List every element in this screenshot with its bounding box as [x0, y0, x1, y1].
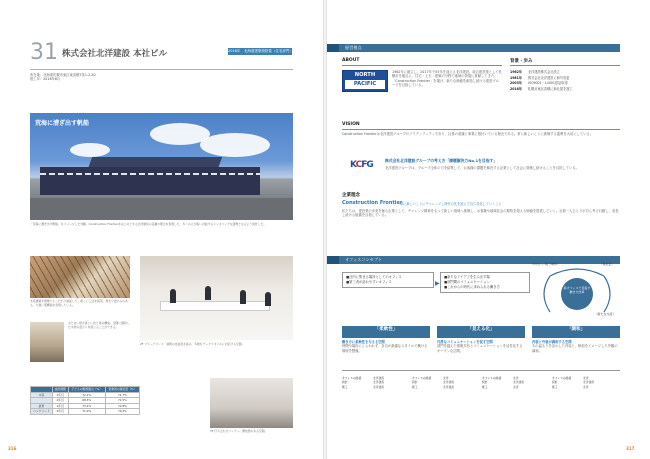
- office-note: 2F フリーアドレス・執務の自由度を高め、多様なワークスタイルに対応する空間。: [140, 342, 245, 346]
- logo-text-top: NORTH: [354, 72, 376, 78]
- meta-address: 所在地：北海道札幌市東区東苗穂7条1-2-20: [30, 73, 96, 77]
- list-item: ■第三者が訪れやすいオフィス: [346, 280, 392, 284]
- meta-completion: 竣工年：2016年6月: [30, 77, 61, 82]
- arrow-right-icon: ▶: [435, 280, 440, 287]
- history-heading: 背景・歩み: [510, 59, 533, 64]
- survey-table: [30, 386, 140, 415]
- concept-diagram: [530, 262, 625, 320]
- vision-heading: VISION: [342, 122, 360, 127]
- concept-circle: [561, 278, 593, 310]
- table-cell: 2年目: [52, 409, 68, 415]
- timber-frame-photo: [30, 256, 130, 298]
- list-item: 1981年 株式会社北洋建設に商号変更: [510, 75, 570, 80]
- table-cell: 2年目: [52, 398, 68, 404]
- credit-column: [552, 376, 620, 389]
- table-cell: 72.8%: [105, 403, 139, 409]
- meeting-note: 3F 打ち合わせコーナー。開放感のある空間。: [210, 429, 268, 433]
- table-cell: 72.1%: [68, 392, 105, 398]
- table-cell: 68.3%: [68, 398, 105, 404]
- philosophy-text: 私たちは、建設業の未来を創る企業として、チャレンジ精神をもって新しい領域へ挑戦し、お客様や地域社会の期待を超える価値を提供していく。社員一人ひとりが自ら考え行動し、成長し続ける組織を目指している。: [342, 209, 619, 218]
- vision-subheading: 株式会社北洋建設グループの考え方「課題解決力No.1を目指す」: [385, 158, 498, 163]
- keyword-flexibility-text: 働き方に柔軟性を与える空間 時間や場所にとらわれず、各自が最適なスタイルで働ける環境を整備。: [342, 340, 428, 353]
- office-photo: [140, 256, 293, 340]
- arc-arrow-icon: [550, 269, 604, 276]
- award-badge: 2016年 北海道建築奨励賞（住宅部門）: [228, 49, 293, 53]
- table-cell: 71.5%: [105, 398, 139, 404]
- table-cell: 木造: [31, 392, 53, 398]
- meeting-photo: [210, 378, 293, 428]
- table-header: 子どもの相談割合（%）: [68, 387, 105, 393]
- concept-box-left: [342, 272, 434, 288]
- circle-center-label: 新オフィスで目指す働き方改革: [563, 286, 591, 294]
- philosophy-heading: 企業理念: [342, 193, 360, 198]
- page-title: 株式会社北洋建設 本社ビル: [62, 49, 167, 59]
- list-item: 施工 北洋建設: [412, 384, 455, 389]
- vision-subtext: 北洋建設グループは、グループ全体の力を結集して、お客様の課題を解決する企業として社会に貢献し続けることを目指している。: [385, 166, 579, 170]
- circle-label: 〈かわいい集う場所〉: [530, 262, 561, 266]
- credit-column: [412, 376, 480, 389]
- list-item: ■社内に集まる場所としてのオフィス: [346, 275, 402, 279]
- table-header: 成約期間: [52, 387, 68, 393]
- circle-label: 〈新たな交流〉: [594, 312, 616, 316]
- list-item: ■これからの時代に求められる働き方: [444, 285, 500, 289]
- logo-text-bottom: PACIFIC: [345, 80, 385, 89]
- list-item: オフィスの総括 北洋建設: [342, 376, 385, 380]
- concept-box-middle: [440, 272, 530, 293]
- circle-label: 〈集社会〉: [599, 262, 615, 266]
- philosophy-title: Construction Frontier: [342, 200, 403, 206]
- vision-rule: [342, 129, 620, 130]
- history-list: [510, 70, 620, 92]
- list-item: 設計 北洋建設: [552, 380, 595, 385]
- section-bar-office-concept: オフィスコンセプト: [327, 256, 620, 264]
- table-cell: 73.2%: [68, 403, 105, 409]
- page-number-left: 316: [8, 446, 17, 451]
- about-text: 1962年に創立し、2017年で55年を迎える北洋建設。総合建設業として札幌市を拠点に、住宅・土木・建築の分野で地域の発展に貢献してきた。「Construction Frontier」を掲げ、新たな価値を創造し続ける建設グループを目指している。: [392, 70, 502, 87]
- vision-text: Construction Frontierは北洋建設グループのアイデンティティであり、社員の意識と事業に根付いている理念である。常に新しいことに挑戦する姿勢を大切にしている。: [342, 132, 594, 136]
- hero-note: 「荒海に漕ぎ出す帆船」をイメージした外観。Construction Frontierをはじめとする北洋建設の意識や理念を表現した、多くの人が集い対話するシンボリックな建物となるよう設計した。: [30, 222, 267, 226]
- kcfg-logo: KCFG: [350, 160, 373, 170]
- keyword-visibility-text: 円滑なコミュニケーションを促す空間 部門を越えた情報共有とコミュニケーションを活性化するオープンな空間。: [437, 340, 523, 353]
- list-item: 設計 北洋建設: [412, 380, 455, 385]
- list-item: 2003年 ISO9001・14001認証取得: [510, 81, 568, 85]
- table-cell: 71.7%: [105, 392, 139, 398]
- column-note: 木と白い壁が美しい柱と梁の構成。空間に調和した木材の温もりを感じることができる。: [68, 321, 130, 329]
- table-header: 従業員の満足度（%）: [105, 387, 139, 393]
- list-item: 2016年 札幌市東区苗穂に新社屋を竣工: [510, 86, 573, 91]
- list-item: 設計 北洋建設: [482, 380, 525, 385]
- column-photo: [30, 322, 64, 362]
- history-rule: [510, 65, 620, 66]
- table-cell: 1年目: [52, 392, 68, 398]
- section-bar-management: 経営視点: [327, 44, 620, 52]
- page-gutter: [323, 0, 327, 459]
- table-row: [31, 409, 140, 415]
- list-item: ■部門間のコミュニケーション: [444, 280, 490, 284]
- list-item: 施工 北洋: [552, 384, 589, 389]
- building-meta: [30, 73, 190, 82]
- about-heading: ABOUT: [342, 58, 360, 63]
- philosophy-subtitle: 常に新しいことにチャレンジし時代の先を読んで自ら変化していくこと: [400, 202, 502, 206]
- list-item: オフィスの総括 北洋: [412, 376, 449, 380]
- table-cell: 71.0%: [68, 409, 105, 415]
- keyword-flexibility: 「柔軟性」: [342, 326, 430, 338]
- table-cell: 70.3%: [105, 409, 139, 415]
- table-cell: コンクリート: [31, 409, 53, 415]
- north-pacific-logo: [342, 70, 388, 92]
- table-cell: 1年目: [52, 403, 68, 409]
- list-item: オフィスの総括 北洋: [482, 376, 519, 380]
- table-cell: 鉄骨: [31, 403, 53, 409]
- list-item: ■新たなアイデアを生み出す場: [444, 275, 490, 279]
- hero-caption: 荒海に漕ぎ出す帆船: [35, 120, 90, 127]
- hero-photo: [30, 113, 293, 220]
- keyword-visibility: 「見える化」: [437, 326, 525, 338]
- credit-column: [342, 376, 410, 389]
- keyword-harmony-text: 内装と外装が調和する空間 木の温もりを活かした内装と、帆船をイメージした外観の調和。: [532, 340, 618, 353]
- page-number-right: 317: [626, 446, 635, 451]
- list-item: 施工 北洋: [482, 384, 519, 389]
- list-item: 設計 北洋建設: [342, 380, 385, 385]
- list-item: 施工 北洋建設: [342, 384, 385, 389]
- keyword-harmony: 「調和」: [532, 326, 620, 338]
- credits-divider: [342, 370, 620, 371]
- about-rule: [342, 65, 502, 66]
- list-item: オフィスの総括 北洋: [552, 376, 589, 380]
- list-item: 1962年 北洋建設株式会社設立: [510, 70, 560, 74]
- header-divider: [30, 69, 293, 70]
- credit-column: [482, 376, 550, 389]
- wood-note: 木造建築を現場でもこだわり検証して、新しい工法を採用。骨太で温かみのある、力強い架構美を表現している。: [30, 299, 128, 307]
- case-number: 31: [30, 40, 58, 65]
